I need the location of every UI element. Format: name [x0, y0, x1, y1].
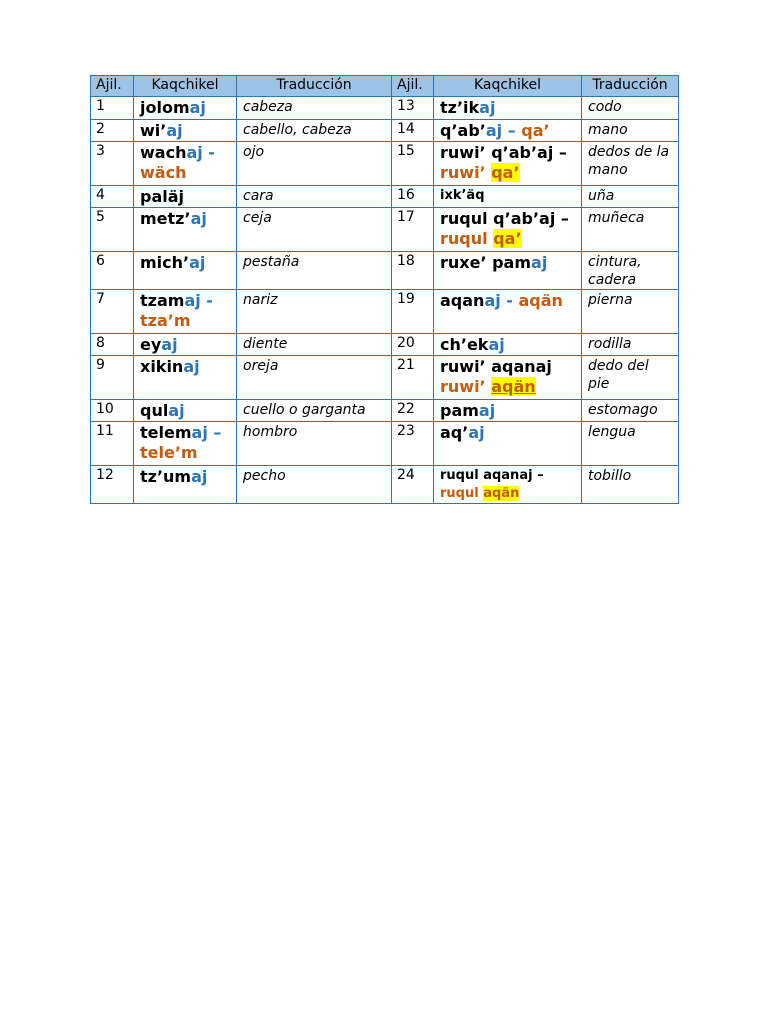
header-translation: Traducción: [237, 76, 392, 97]
kaqchikel-word: ruwi’ aqanaj: [440, 357, 552, 376]
kaqchikel-word: wach: [140, 143, 187, 162]
translation-cell: cara: [237, 186, 392, 208]
kaqchikel-separator: –: [207, 423, 222, 442]
row-number: 5: [91, 208, 134, 252]
kaqchikel-cell: [134, 422, 237, 466]
table-row: [91, 422, 679, 466]
kaqchikel-word: tzam: [140, 291, 185, 310]
kaqchikel-word: mich’: [140, 253, 190, 272]
row-number: 7: [91, 290, 134, 334]
kaqchikel-word: paläj: [140, 187, 185, 206]
translation-cell: cabello, cabeza: [237, 120, 392, 142]
kaqchikel-word: ey: [140, 335, 162, 354]
kaqchikel-cell: [434, 97, 582, 120]
kaqchikel-separator: –: [502, 121, 522, 140]
kaqchikel-cell: [434, 252, 582, 290]
row-number: 6: [91, 252, 134, 290]
kaqchikel-cell: [134, 252, 237, 290]
kaqchikel-suffix: aj: [183, 357, 200, 376]
kaqchikel-suffix: aj: [166, 121, 183, 140]
kaqchikel-word: ruqul aqanaj –: [440, 468, 544, 483]
translation-cell: ojo: [237, 142, 392, 186]
translation-cell: cuello o garganta: [237, 400, 392, 422]
kaqchikel-cell: [134, 208, 237, 252]
kaqchikel-word: ixk’äq: [440, 188, 485, 203]
row-number: 9: [91, 356, 134, 400]
kaqchikel-suffix: aj: [190, 209, 207, 228]
kaqchikel-cell: [434, 356, 582, 400]
kaqchikel-variant: tele’m: [140, 443, 198, 462]
kaqchikel-cell: [434, 466, 582, 504]
translation-cell: rodilla: [582, 334, 679, 356]
kaqchikel-cell: [434, 186, 582, 208]
row-number: 16: [392, 186, 434, 208]
row-number: 1: [91, 97, 134, 120]
table-row: [91, 400, 679, 422]
kaqchikel-word: qul: [140, 401, 169, 420]
translation-cell: pestaña: [237, 252, 392, 290]
row-number: 13: [392, 97, 434, 120]
row-number: 23: [392, 422, 434, 466]
kaqchikel-separator: -: [200, 291, 213, 310]
kaqchikel-cell: [134, 290, 237, 334]
kaqchikel-variant-highlight: qa’: [491, 163, 520, 182]
kaqchikel-word: jolom: [140, 98, 190, 117]
translation-cell: diente: [237, 334, 392, 356]
kaqchikel-cell: [134, 400, 237, 422]
row-number: 20: [392, 334, 434, 356]
kaqchikel-suffix: aj: [479, 98, 496, 117]
header-row: [91, 76, 679, 97]
kaqchikel-suffix: aj: [478, 401, 496, 420]
kaqchikel-cell: [134, 334, 237, 356]
row-number: 18: [392, 252, 434, 290]
table-row: [91, 290, 679, 334]
kaqchikel-word: ruwi’ q’ab’aj –: [440, 143, 567, 162]
row-number: 14: [392, 120, 434, 142]
row-number: 22: [392, 400, 434, 422]
kaqchikel-suffix: aj: [189, 253, 206, 272]
kaqchikel-cell: [434, 120, 582, 142]
row-number: 2: [91, 120, 134, 142]
kaqchikel-cell: [434, 142, 582, 186]
kaqchikel-cell: [434, 422, 582, 466]
kaqchikel-variant-prefix: ruwi’: [440, 163, 492, 182]
kaqchikel-word: ruxe’ pam: [440, 253, 532, 272]
row-number: 19: [392, 290, 434, 334]
table-row: [91, 186, 679, 208]
row-number: 24: [392, 466, 434, 504]
kaqchikel-suffix: aj: [189, 98, 206, 117]
translation-cell: pierna: [582, 290, 679, 334]
row-number: 11: [91, 422, 134, 466]
row-number: 4: [91, 186, 134, 208]
kaqchikel-suffix: aj: [488, 335, 505, 354]
row-number: 8: [91, 334, 134, 356]
kaqchikel-word: ch’ek: [440, 335, 489, 354]
table-row: [91, 120, 679, 142]
kaqchikel-suffix: aj: [485, 121, 503, 140]
header-kaqchikel: Kaqchikel: [134, 76, 237, 97]
kaqchikel-variant-highlight: aqän: [491, 377, 536, 396]
table-row: [91, 142, 679, 186]
row-number: 12: [91, 466, 134, 504]
translation-cell: estomago: [582, 400, 679, 422]
kaqchikel-cell: [134, 466, 237, 504]
kaqchikel-word: telem: [140, 423, 192, 442]
translation-cell: lengua: [582, 422, 679, 466]
kaqchikel-variant-prefix: ruwi’: [440, 377, 492, 396]
kaqchikel-suffix: aj: [186, 143, 203, 162]
kaqchikel-word: xikin: [140, 357, 184, 376]
header-number: Ajil.: [91, 76, 134, 97]
kaqchikel-word: metz’: [140, 209, 191, 228]
row-number: 21: [392, 356, 434, 400]
kaqchikel-cell: [434, 334, 582, 356]
table-row: [91, 466, 679, 504]
row-number: 3: [91, 142, 134, 186]
kaqchikel-cell: [134, 356, 237, 400]
kaqchikel-variant: qa’: [521, 121, 550, 140]
header-number: Ajil.: [392, 76, 434, 97]
translation-cell: uña: [582, 186, 679, 208]
kaqchikel-suffix: aj: [468, 423, 485, 442]
translation-cell: cabeza: [237, 97, 392, 120]
translation-cell: ceja: [237, 208, 392, 252]
kaqchikel-variant-highlight: aqän: [483, 486, 520, 501]
translation-cell: dedos de la mano: [582, 142, 679, 186]
kaqchikel-variant: wäch: [140, 163, 187, 182]
translation-cell: dedo del pie: [582, 356, 679, 400]
kaqchikel-suffix: aj: [184, 291, 201, 310]
translation-cell: mano: [582, 120, 679, 142]
translation-cell: codo: [582, 97, 679, 120]
translation-cell: cintura, cadera: [582, 252, 679, 290]
translation-cell: muñeca: [582, 208, 679, 252]
kaqchikel-suffix: aj: [161, 335, 178, 354]
kaqchikel-variant: tza’m: [140, 311, 191, 330]
table-row: [91, 252, 679, 290]
kaqchikel-cell: [434, 290, 582, 334]
header-translation: Traducción: [582, 76, 679, 97]
vocabulary-table: [90, 75, 679, 504]
kaqchikel-variant-prefix: ruqul: [440, 486, 484, 501]
kaqchikel-word: aq’: [440, 423, 469, 442]
kaqchikel-cell: [134, 97, 237, 120]
kaqchikel-cell: [434, 208, 582, 252]
kaqchikel-variant-prefix: ruqul: [440, 229, 494, 248]
kaqchikel-word: tz’um: [140, 467, 192, 486]
row-number: 17: [392, 208, 434, 252]
kaqchikel-suffix: aj: [484, 291, 501, 310]
kaqchikel-cell: [134, 120, 237, 142]
kaqchikel-suffix: aj: [168, 401, 185, 420]
kaqchikel-cell: [434, 400, 582, 422]
table-row: [91, 97, 679, 120]
table-row: [91, 356, 679, 400]
kaqchikel-suffix: aj: [191, 467, 208, 486]
kaqchikel-cell: [134, 186, 237, 208]
header-kaqchikel: Kaqchikel: [434, 76, 582, 97]
row-number: 10: [91, 400, 134, 422]
row-number: 15: [392, 142, 434, 186]
translation-cell: tobillo: [582, 466, 679, 504]
kaqchikel-variant: aqän: [518, 291, 563, 310]
table-row: [91, 334, 679, 356]
kaqchikel-separator: -: [500, 291, 519, 310]
translation-cell: pecho: [237, 466, 392, 504]
kaqchikel-word: aqan: [440, 291, 485, 310]
kaqchikel-variant-highlight: qa’: [493, 229, 522, 248]
translation-cell: nariz: [237, 290, 392, 334]
kaqchikel-word: wi’: [140, 121, 167, 140]
translation-cell: hombro: [237, 422, 392, 466]
kaqchikel-separator: -: [202, 143, 215, 162]
kaqchikel-suffix: aj: [531, 253, 548, 272]
translation-cell: oreja: [237, 356, 392, 400]
kaqchikel-word: pam: [440, 401, 479, 420]
kaqchikel-cell: [134, 142, 237, 186]
kaqchikel-word: tz’ik: [440, 98, 480, 117]
table-row: [91, 208, 679, 252]
kaqchikel-suffix: aj: [191, 423, 208, 442]
kaqchikel-word: q’ab’: [440, 121, 486, 140]
kaqchikel-word: ruqul q’ab’aj –: [440, 209, 569, 228]
